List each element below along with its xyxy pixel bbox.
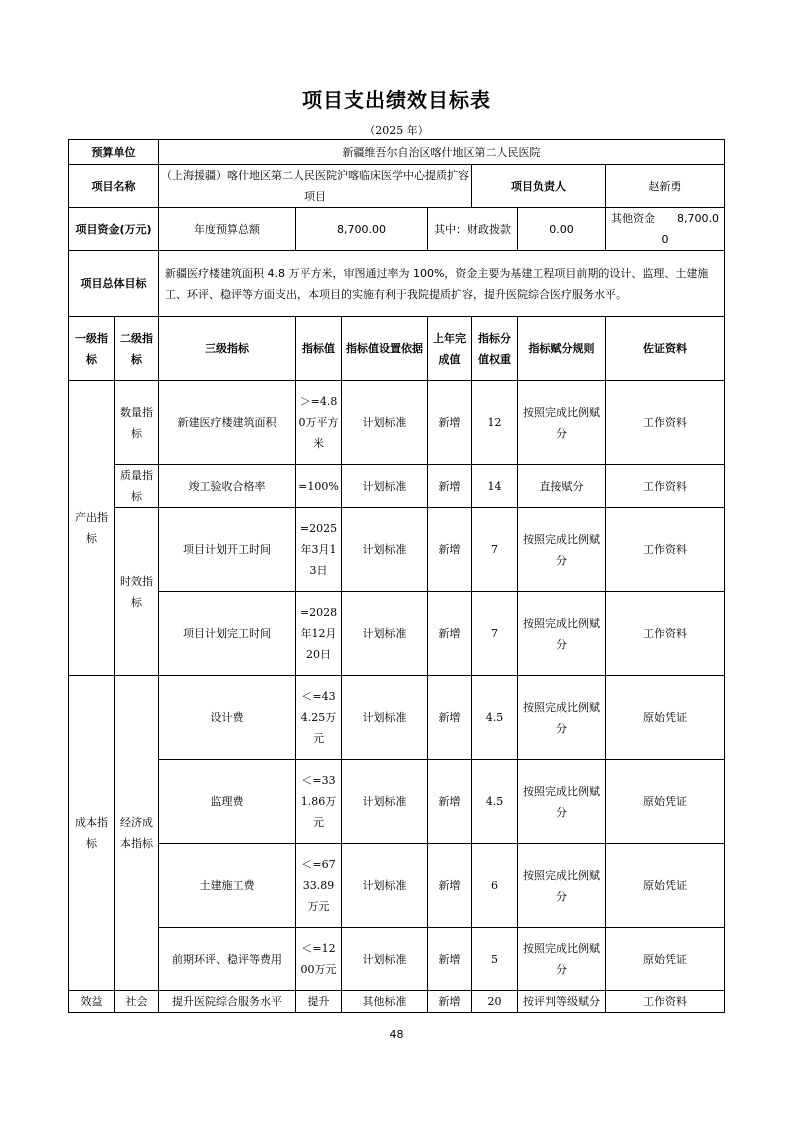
header-level1: 一级指标 (69, 317, 115, 381)
row-basis: 计划标准 (342, 844, 428, 928)
other-fund-amount: 8,700.00 (661, 212, 719, 246)
header-basis: 指标值设置依据 (342, 317, 428, 381)
row-basis: 计划标准 (342, 760, 428, 844)
row-rule: 按照完成比例赋分 (518, 928, 606, 991)
group-benefit: 效益 (69, 991, 115, 1013)
overall-goal-value: 新疆医疗楼建筑面积 4.8 万平方米，审图通过率为 100%，资金主要为基建工程项目前期的设计、监理、土建施工、环评、稳评等方面支出，本项目的实施有利于我院提质扩容，提升医院综合医疗服务水平。 (159, 251, 725, 317)
header-evidence: 佐证资料 (606, 317, 725, 381)
row-weight: 6 (472, 844, 518, 928)
row-name: 设计费 (159, 676, 296, 760)
header-last-year: 上年完成值 (428, 317, 472, 381)
row-evidence: 工作资料 (606, 381, 725, 465)
header-value: 指标值 (296, 317, 342, 381)
other-fund-label: 其他资金 (611, 212, 655, 225)
row-name: 项目计划开工时间 (159, 508, 296, 592)
annual-budget-label: 年度预算总额 (159, 208, 296, 251)
row-weight: 14 (472, 465, 518, 508)
project-name-value: （上海援疆）喀什地区第二人民医院沪喀临床医学中心提质扩容项目 (159, 165, 472, 208)
row-evidence: 工作资料 (606, 592, 725, 676)
row-last: 新增 (428, 508, 472, 592)
row-basis: 计划标准 (342, 508, 428, 592)
page-title: 项目支出绩效目标表 (302, 88, 491, 112)
group-quantity: 数量指标 (115, 381, 159, 465)
row-basis: 计划标准 (342, 465, 428, 508)
header-level3: 三级指标 (159, 317, 296, 381)
row-last: 新增 (428, 760, 472, 844)
row-evidence: 原始凭证 (606, 760, 725, 844)
row-value: ＜=434.25万元 (296, 676, 342, 760)
group-cost: 成本指标 (69, 676, 115, 991)
row-rule: 按照完成比例赋分 (518, 381, 606, 465)
project-fund-label: 项目资金(万元) (69, 208, 159, 251)
header-rule: 指标赋分规则 (518, 317, 606, 381)
fiscal-label: 其中：财政拨款 (428, 208, 518, 251)
project-leader-value: 赵新勇 (606, 165, 725, 208)
row-value: ＜=6733.89万元 (296, 844, 342, 928)
row-evidence: 原始凭证 (606, 844, 725, 928)
row-weight: 4.5 (472, 676, 518, 760)
row-last: 新增 (428, 381, 472, 465)
row-name: 新建医疗楼建筑面积 (159, 381, 296, 465)
row-last: 新增 (428, 676, 472, 760)
row-basis: 计划标准 (342, 928, 428, 991)
row-value: =100% (296, 465, 342, 508)
row-evidence: 工作资料 (606, 465, 725, 508)
row-evidence: 工作资料 (606, 508, 725, 592)
row-evidence: 原始凭证 (606, 928, 725, 991)
row-value: ＜=1200万元 (296, 928, 342, 991)
group-social: 社会 (115, 991, 159, 1013)
header-level2: 二级指标 (115, 317, 159, 381)
row-value: 提升 (296, 991, 342, 1013)
row-rule: 按照完成比例赋分 (518, 592, 606, 676)
row-name: 提升医院综合服务水平 (159, 991, 296, 1013)
header-weight: 指标分值权重 (472, 317, 518, 381)
overall-goal-label: 项目总体目标 (69, 251, 159, 317)
performance-table (68, 139, 725, 1013)
project-leader-label: 项目负责人 (472, 165, 606, 208)
row-last: 新增 (428, 592, 472, 676)
group-quality: 质量指标 (115, 465, 159, 508)
row-value: ＞=4.80万平方米 (296, 381, 342, 465)
row-basis: 计划标准 (342, 381, 428, 465)
row-basis: 计划标准 (342, 592, 428, 676)
row-last: 新增 (428, 465, 472, 508)
group-output: 产出指标 (69, 381, 115, 676)
budget-unit-label: 预算单位 (69, 140, 159, 165)
row-value: =2028年12月20日 (296, 592, 342, 676)
row-weight: 12 (472, 381, 518, 465)
row-evidence: 工作资料 (606, 991, 725, 1013)
row-basis: 其他标准 (342, 991, 428, 1013)
row-name: 前期环评、稳评等费用 (159, 928, 296, 991)
row-name: 竣工验收合格率 (159, 465, 296, 508)
row-weight: 7 (472, 592, 518, 676)
row-weight: 4.5 (472, 760, 518, 844)
row-last: 新增 (428, 991, 472, 1013)
page-number: 48 (389, 1028, 404, 1041)
row-rule: 按照完成比例赋分 (518, 508, 606, 592)
row-rule: 按照完成比例赋分 (518, 760, 606, 844)
fiscal-value: 0.00 (518, 208, 606, 251)
group-economic: 经济成本指标 (115, 676, 159, 991)
row-rule: 按照完成比例赋分 (518, 676, 606, 760)
annual-budget-value: 8,700.00 (296, 208, 428, 251)
row-last: 新增 (428, 844, 472, 928)
row-last: 新增 (428, 928, 472, 991)
row-value: =2025年3月13日 (296, 508, 342, 592)
row-name: 监理费 (159, 760, 296, 844)
row-weight: 5 (472, 928, 518, 991)
row-weight: 7 (472, 508, 518, 592)
row-weight: 20 (472, 991, 518, 1013)
row-basis: 计划标准 (342, 676, 428, 760)
row-value: ＜=331.86万元 (296, 760, 342, 844)
row-evidence: 原始凭证 (606, 676, 725, 760)
row-rule: 直接赋分 (518, 465, 606, 508)
row-rule: 按评判等级赋分 (518, 991, 606, 1013)
row-rule: 按照完成比例赋分 (518, 844, 606, 928)
group-time: 时效指标 (115, 508, 159, 676)
other-fund-value (606, 208, 725, 251)
year-label: （2025 年） (364, 124, 429, 137)
row-name: 项目计划完工时间 (159, 592, 296, 676)
budget-unit-value: 新疆维吾尔自治区喀什地区第二人民医院 (159, 140, 725, 165)
row-name: 土建施工费 (159, 844, 296, 928)
project-name-label: 项目名称 (69, 165, 159, 208)
